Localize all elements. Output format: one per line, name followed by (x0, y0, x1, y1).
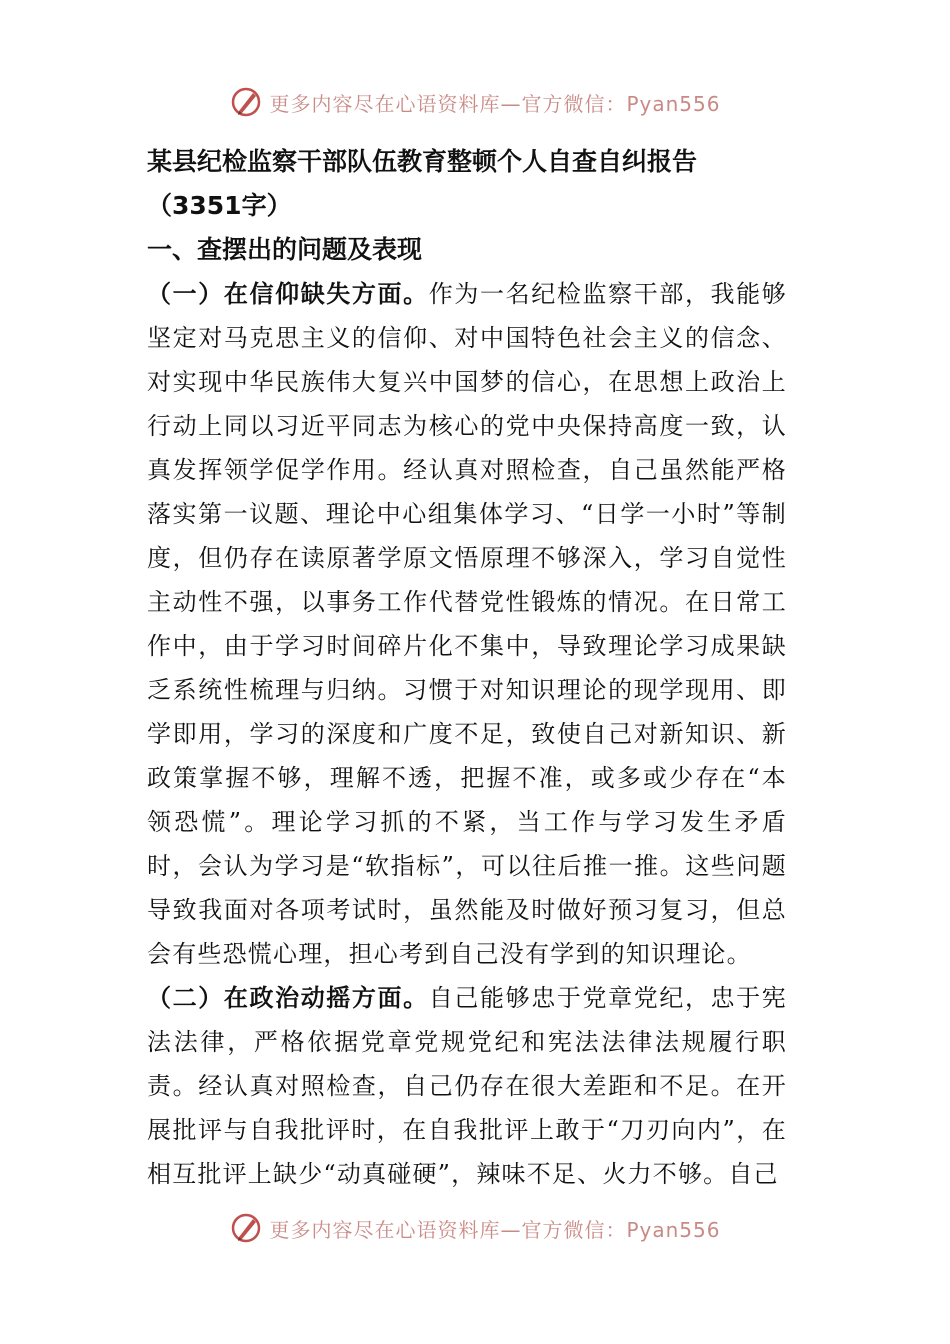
item-1-body: 作为一名纪检监察干部，我能够坚定对马克思主义的信仰、对中国特色社会主义的信念、对实现中华民族伟大复兴中国梦的信心，在思想上政治上行动上同以习近平同志为核心的党中央保持高度一致，认真发挥领学促学作用。经认真对照检查，自己虽然能严格落实第一议题、理论中心组集体学习、“日学一小时”等制度，但仍存在读原著学原文悟原理不够深入，学习自觉性主动性不强，以事务工作代替党性锻炼的情况。在日常工作中，由于学习时间碎片化不集中，导致理论学习成果缺乏系统性梳理与归纳。习惯于对知识理论的现学现用、即学即用，学习的深度和广度不足，致使自己对新知识、新政策掌握不够，理解不透，把握不准，或多或少存在“本领恐慌”。理论学习抓的不紧，当工作与学习发生矛盾时，会认为学习是“软指标”，可以往后推一推。这些问题导致我面对各项考试时，虽然能及时做好预习复习，但总会有些恐慌心理，担心考到自己没有学到的知识理论。 (147, 280, 787, 968)
item-2-lead: （二）在政治动摇方面。 (147, 984, 429, 1012)
paragraph-item-1 (147, 272, 787, 976)
document-body (147, 140, 787, 1196)
watermark-text: 更多内容尽在心语资料库—官方微信：Pyan556 (269, 1217, 721, 1242)
paragraph-item-2 (147, 976, 787, 1196)
watermark-text: 更多内容尽在心语资料库—官方微信：Pyan556 (269, 91, 721, 116)
pen-logo-icon (229, 85, 263, 119)
pen-logo-icon (229, 1211, 263, 1245)
document-title: 某县纪检监察干部队伍教育整顿个人自查自纠报告（3351字） (147, 147, 698, 220)
watermark-header (0, 82, 950, 122)
section-heading: 一、查摆出的问题及表现 (147, 235, 423, 264)
item-1-lead: （一）在信仰缺失方面。 (147, 280, 429, 308)
item-2-body: 自己能够忠于党章党纪，忠于宪法法律，严格依据党章党规党纪和宪法法律法规履行职责。经认真对照检查，自己仍存在很大差距和不足。在开展批评与自我批评时，在自我批评上敢于“刀刃向内”，在相互批评上缺少“动真碰硬”，辣味不足、火力不够。自己 (147, 984, 787, 1188)
watermark-footer (0, 1208, 950, 1248)
